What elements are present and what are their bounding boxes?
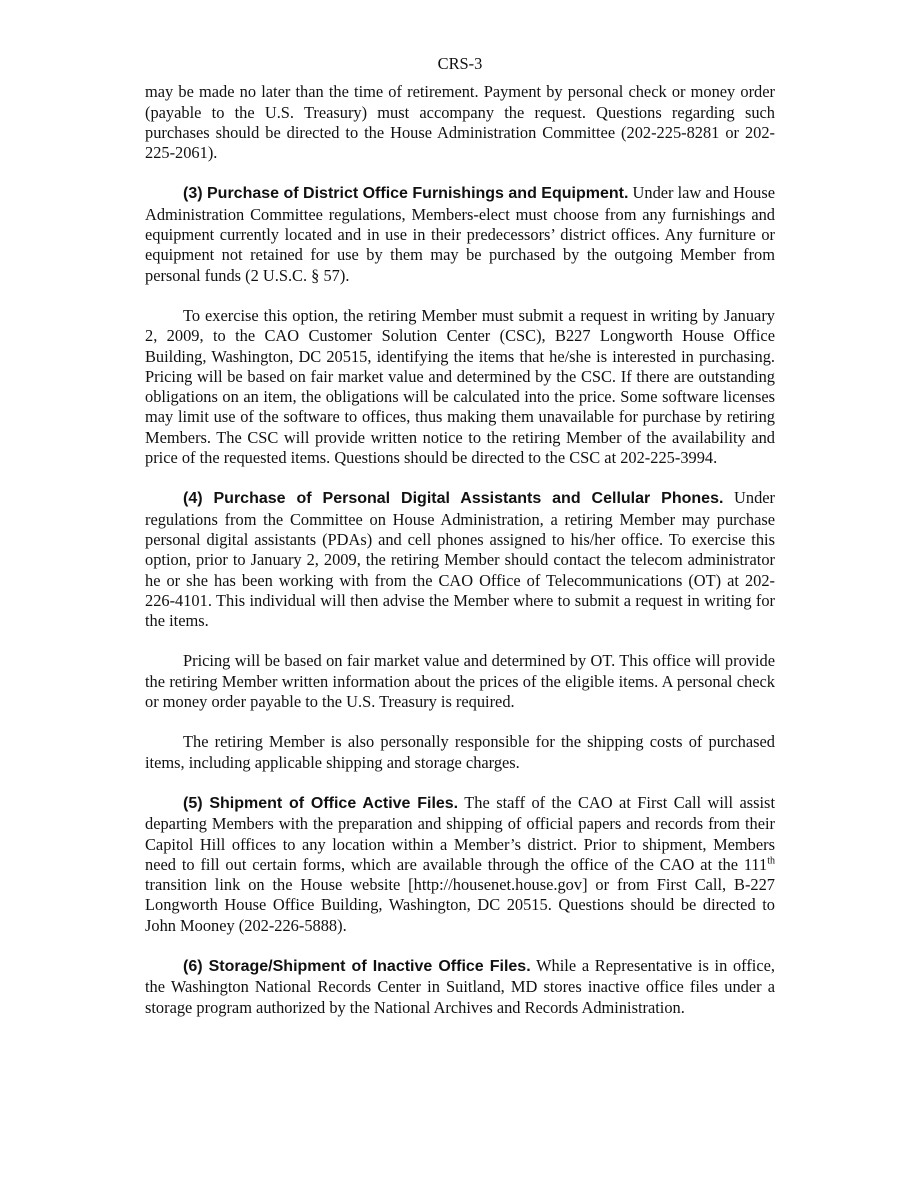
section-5-paragraph [145,793,775,936]
shipping-costs-paragraph: The retiring Member is also personally responsible for the shipping costs of purchased items, including applicable shipping and storage charges. [145,732,775,772]
section-3-text: Under law and House Administration Committee regulations, Members-elect must choose from any furnishings and equipment currently located and in use in their predecessors’ district offices. Any furniture or equipment not retained for use by them may be purchased by the outgoing Member from personal funds (2 U.S.C. § 57). [145,183,776,285]
section-5-text-a: The staff of the CAO at First Call will assist departing Members with the preparation and shipping of official papers and records from their Capitol Hill offices to any location within a Member’s district. Prior to shipment, Members need to fill out certain forms, which are available through the office of the CAO at the 111 [145,792,775,874]
section-4-text: Under regulations from the Committee on House Administration, a retiring Member may purchase personal digital assistants (PDAs) and cell phones assigned to his/her office. To exercise this option, prior to January 2, 2009, the retiring Member should contact the telecom administrator he or she has been working with from the CAO Office of Telecommunications (OT) at 202-226-4101. This individual will then advise the Member where to submit a request in writing for the items. [145,488,775,631]
ordinal-suffix: th [767,855,775,867]
paragraph-continuation: may be made no later than the time of retirement. Payment by personal check or money order (payable to the U.S. Treasury) must accompany the request. Questions regarding such purchases should be directed to the House Administration Committee (202-225-8281 or 202-225-2061). [145,82,775,163]
section-5-heading: (5) Shipment of Office Active Files. [183,794,459,812]
section-4-paragraph [145,488,775,631]
section-6-text: While a Representative is in office, the Washington National Records Center in Suitland, MD stores inactive office files under a storage program authorized by the National Archives and Records Administration. [145,955,776,1017]
pricing-paragraph: Pricing will be based on fair market value and determined by OT. This office will provide the retiring Member written information about the prices of the eligible items. A personal check or money order payable to the U.S. Treasury is required. [145,651,775,712]
document-page [145,54,775,1038]
section-5-text-b: transition link on the House website [http://housenet.house.gov] or from First Call, B-227 Longworth House Office Building, Washington, DC 20515. Questions should be directed to John Mooney (202-226-5888). [145,875,775,935]
section-6-heading: (6) Storage/Shipment of Inactive Office Files. [183,957,531,975]
section-4-heading: (4) Purchase of Personal Digital Assistants and Cellular Phones. [183,490,724,508]
section-3-heading: (3) Purchase of District Office Furnishings and Equipment. [183,185,629,203]
section-6-paragraph [145,956,775,1018]
page-number: CRS-3 [437,54,483,73]
section-3-paragraph [145,183,775,285]
section-3-option-paragraph: To exercise this option, the retiring Member must submit a request in writing by January 2, 2009, to the CAO Customer Solution Center (CSC), B227 Longworth House Office Building, Washington, DC 20515, identifying the items that he/she is interested in purchasing. Pricing will be based on fair market value and determined by the CSC. If there are outstanding obligations on an item, the obligations will be calculated into the price. Some software licenses may limit use of the software to offices, thus making them unavailable for purchase by retiring Members. The CSC will provide written notice to the retiring Member of the availability and price of the requested items. Questions should be directed to the CSC at 202-225-3994. [145,305,775,468]
